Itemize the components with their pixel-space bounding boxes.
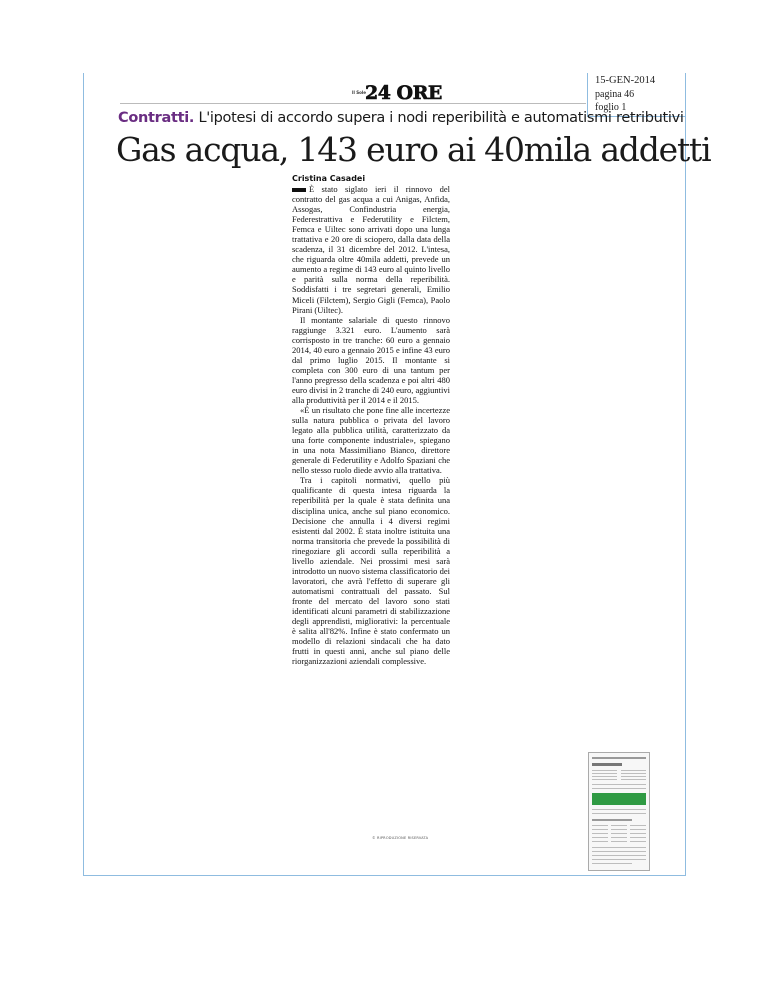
article-paragraph: «È un risultato che pone fine alle incertezze sulla natura pubblica o privata del lavoro legato alla pubblica utilità, caratterizzato da una forte componente industriale», spiegano in una nota Massimiliano Bianco, direttore generale di Federutility e Adolfo Spaziani che nello stesso ruolo diede avvio alla trattativa.: [292, 405, 450, 476]
thumb-text-line: [592, 784, 646, 785]
thumb-text-line: [592, 863, 632, 864]
thumb-text-line: [630, 829, 646, 830]
article-paragraph: Tra i capitoli normativi, quello più qualificante di questa intesa riguarda la reperibilità per la quale è stata definita una disciplina unica, anche sul piano economico. Decisione che annulla i 4 diversi regimi esistenti dal 2002. È stata inoltre istituita una norma transitoria che prevede la possibilità di rinegoziare gli accordi sulla reperibilità a livello aziendale. Nei prossimi mesi sarà introdotto un nuovo sistema classificatorio dei lavoratori, che avrà l'effetto di superare gli automatismi contrattuali del passato. Sul fronte del mercato del lavoro sono stati identificati alcuni parametri di stabilizzazione degli apprendisti, migliorativi: la percentuale è salita all'82%. Infine è stato confermato un modello di relazioni sindacali che ha dato frutti in questi anni, anche sul piano delle riorganizzazioni aziendali complessive.: [292, 475, 450, 667]
page-thumbnail: [588, 752, 650, 871]
thumb-text-line: [611, 833, 627, 834]
logo-main-text: 24 ORE: [365, 82, 442, 104]
thumb-text-line: [621, 776, 646, 777]
thumb-text-line: [621, 773, 646, 774]
frame-bottom-border: [83, 875, 686, 876]
thumb-rule: [592, 757, 646, 759]
sheet-label: foglio 1: [595, 102, 627, 113]
paragraph-text: È stato siglato ieri il rinnovo del contratto del gas acqua a cui Anigas, Anfida, Assogas, Confindustria energia, Federestrattiva e Federutility e Filctem, Femca e Uiltec sono arrivati dopo una lunga trattativa e 20 ore di sciopero, dalla data della scadenza, il 31 dicembre del 2012. L'intesa, che riguarda oltre 40mila addetti, prevede un aumento a regime di 143 euro al quinto livello e parità sulla norma della reperibilità. Soddisfatti i tre segretari generali, Emilio Miceli (Filctem), Sergio Gigli (Femca), Paolo Pirani (Uiltec).: [292, 184, 450, 315]
author-byline: Cristina Casadei: [292, 174, 366, 183]
thumb-text-line: [592, 779, 617, 780]
thumb-rule: [592, 819, 632, 821]
frame-right-border: [685, 73, 686, 875]
frame-left-border: [83, 73, 84, 875]
newspaper-logo: [352, 82, 442, 104]
thumb-text-line: [592, 837, 608, 838]
thumb-text-line: [592, 776, 617, 777]
thumb-text-line: [630, 841, 646, 842]
thumb-text-line: [611, 829, 627, 830]
thumb-text-line: [630, 825, 646, 826]
thumb-text-line: [592, 859, 646, 860]
lead-marker-icon: [292, 188, 306, 192]
thumb-text-line: [611, 841, 627, 842]
article-body: [292, 184, 450, 666]
thumb-text-line: [611, 825, 627, 826]
logo-small-label: Il Sole: [352, 90, 366, 95]
thumb-text-line: [592, 813, 646, 814]
thumb-text-line: [592, 825, 608, 826]
thumb-text-line: [592, 788, 646, 789]
article-paragraph: [292, 184, 450, 315]
thumb-headline: [592, 763, 622, 766]
date-label: 15-GEN-2014: [595, 75, 656, 86]
thumb-text-line: [592, 770, 617, 771]
thumb-text-line: [611, 837, 627, 838]
thumb-text-line: [592, 851, 646, 852]
kicker-text: L'ipotesi di accordo supera i nodi reperibilità e automatismi retributivi: [198, 110, 684, 126]
section-label: Contratti.: [118, 110, 195, 126]
page-label: pagina 46: [595, 89, 635, 100]
thumb-text-line: [592, 847, 646, 848]
thumb-text-line: [592, 855, 646, 856]
thumb-text-line: [592, 841, 608, 842]
thumb-text-line: [592, 833, 608, 834]
thumb-text-line: [630, 833, 646, 834]
article-kicker: [118, 110, 684, 126]
thumb-green-table: [592, 793, 646, 805]
copyright-notice: © RIPRODUZIONE RISERVATA: [372, 836, 429, 840]
article-paragraph: Il montante salariale di questo rinnovo raggiunge 3.321 euro. L'aumento sarà corrisposto in tre tranche: 60 euro a gennaio 2014, 40 euro a gennaio 2015 e infine 43 euro dal primo luglio 2015. Il montante si completa con 300 euro di una tantum per l'anno pregresso della scadenza e poi altri 480 euro divisi in 2 tranche di 240 euro, aggiuntivi alla produttività per il 2014 e il 2015.: [292, 314, 450, 405]
thumb-text-line: [592, 773, 617, 774]
thumb-text-line: [592, 829, 608, 830]
thumb-text-line: [621, 770, 646, 771]
thumb-text-line: [630, 837, 646, 838]
thumb-text-line: [592, 809, 646, 810]
thumb-text-line: [621, 779, 646, 780]
article-headline: Gas acqua, 143 euro ai 40mila addetti: [116, 130, 711, 169]
